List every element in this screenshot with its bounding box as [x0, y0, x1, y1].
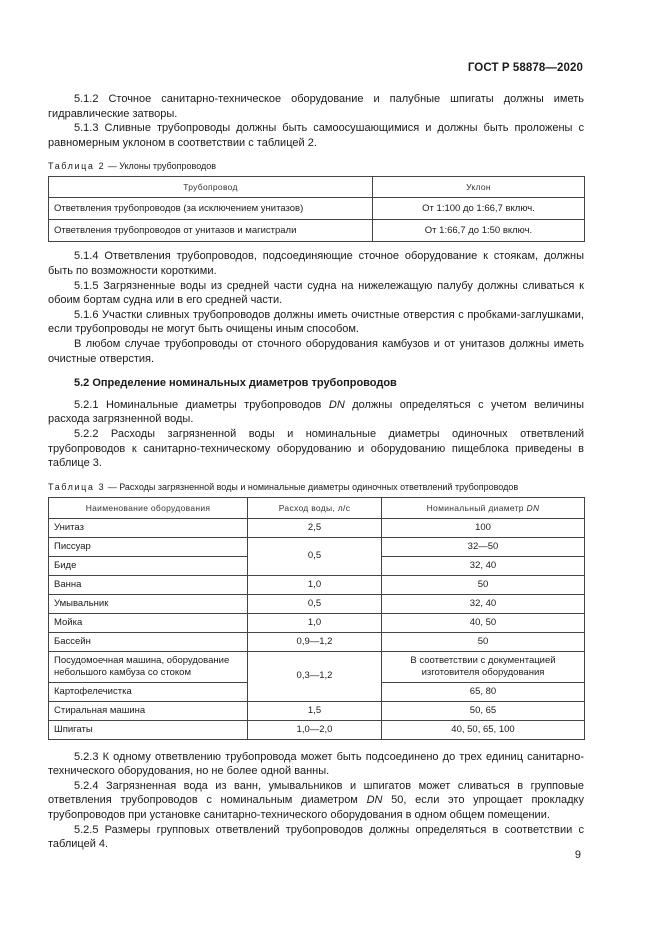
table-cell: Ванна	[49, 575, 248, 594]
table-row	[49, 594, 585, 613]
table-cell: От 1:66,7 до 1:50 включ.	[373, 220, 585, 242]
table-cell: Стиральная машина	[49, 701, 248, 720]
table-row	[49, 701, 585, 720]
table-row	[49, 220, 585, 242]
table-cell: 40, 50	[382, 613, 585, 632]
paragraph-cleanout: В любом случае трубопроводы от сточного оборудования камбузов и от унитазов должны иметь очистные отверстия.	[48, 337, 584, 365]
table-header-row	[49, 497, 585, 518]
page-content	[48, 92, 584, 852]
table-cell: В соответствии с документацией изготовителя оборудования	[382, 651, 585, 682]
paragraph-5-2-2: 5.2.2 Расходы загрязненной воды и номинальные диаметры одиночных ответвлений трубопроводов к санитарно-техническому оборудованию и оборудованию пищеблока приведены в таблице 3.	[48, 427, 584, 470]
column-header: Трубопровод	[49, 177, 373, 198]
table-cell: 1,0	[248, 613, 382, 632]
paragraph-5-2-5: 5.2.5 Размеры групповых ответвлений трубопроводов должны определяться в соответствии с таблицей 4.	[48, 823, 584, 851]
column-header: Расход воды, л/с	[248, 497, 382, 518]
table-cell: Умывальник	[49, 594, 248, 613]
paragraph-5-1-3: 5.1.3 Сливные трубопроводы должны быть самоосушающимися и должны быть проложены с равномерным уклоном в соответствии с таблицей 2.	[48, 122, 584, 149]
column-header: Номинальный диаметр DN	[382, 497, 585, 518]
table-3	[48, 497, 585, 740]
table-cell: 1,0	[248, 575, 382, 594]
table-cell: 0,5	[248, 537, 382, 575]
table-cell: 0,5	[248, 594, 382, 613]
paragraph-5-1-2: 5.1.2 Сточное санитарно-техническое оборудование и палубные шпигаты должны иметь гидравлические затворы.	[48, 93, 584, 120]
table-3-caption: Таблица 3 — Расходы загрязненной воды и номинальные диаметры одиночных ответвлений трубопроводов	[48, 481, 519, 492]
table-cell: 40, 50, 65, 100	[382, 720, 585, 739]
table-cell: 0,3—1,2	[248, 651, 382, 701]
table-cell: 1,0—2,0	[248, 720, 382, 739]
table-cell: Картофелечистка	[49, 682, 248, 701]
table-cell: 1,5	[248, 701, 382, 720]
table-row	[49, 537, 585, 556]
paragraph-5-2-1: 5.2.1 Номинальные диаметры трубопроводов DN должны определяться с учетом величины расхода загрязненной воды.	[48, 398, 584, 426]
table-cell: Биде	[49, 556, 248, 575]
table-cell: Ответвления трубопроводов от унитазов и магистрали	[49, 220, 373, 242]
paragraph-5-1-4: 5.1.4 Ответвления трубопроводов, подсоединяющие сточное оборудование к стоякам, должны быть по возможности короткими.	[48, 250, 584, 277]
table-row	[49, 651, 585, 682]
table-2	[48, 176, 585, 242]
table-cell: Бассейн	[49, 632, 248, 651]
table-cell: 32, 40	[382, 556, 585, 575]
table-row	[49, 518, 585, 537]
column-header: Уклон	[373, 177, 585, 198]
table-cell: 32—50	[382, 537, 585, 556]
column-header: Наименование оборудования	[49, 497, 248, 518]
section-heading-5-2: 5.2 Определение номинальных диаметров трубопроводов	[74, 377, 397, 390]
table-cell: Посудомоечная машина, оборудование небольшого камбуза со стоком	[49, 651, 248, 682]
table-2-caption: Таблица 2 — Уклоны трубопроводов	[48, 161, 217, 172]
table-row	[49, 198, 585, 220]
table-row	[49, 632, 585, 651]
table-row	[49, 575, 585, 594]
page-number: 9	[574, 849, 581, 861]
table-cell: Писсуар	[49, 537, 248, 556]
table-cell: 2,5	[248, 518, 382, 537]
table-cell: 50, 65	[382, 701, 585, 720]
table-cell: Унитаз	[49, 518, 248, 537]
table-cell: 65, 80	[382, 682, 585, 701]
table-cell: 50	[382, 632, 585, 651]
table-row	[49, 720, 585, 739]
table-header-row	[49, 177, 585, 198]
paragraph-5-2-3: 5.2.3 К одному ответвлению трубопровода может быть подсоединено до трех единиц санитарно-технического оборудования, но не более одной ванны.	[48, 750, 584, 778]
table-cell: 32, 40	[382, 594, 585, 613]
table-cell: 0,9—1,2	[248, 632, 382, 651]
table-cell: Шпигаты	[49, 720, 248, 739]
table-cell: 100	[382, 518, 585, 537]
paragraph-5-1-6: 5.1.6 Участки сливных трубопроводов должны иметь очистные отверстия с пробками-заглушками, если трубопроводы не могут быть очищены иным способом.	[48, 308, 584, 336]
document-id: ГОСТ Р 58878—2020	[467, 62, 583, 74]
table-row	[49, 613, 585, 632]
table-cell: Мойка	[49, 613, 248, 632]
table-cell: Ответвления трубопроводов (за исключением унитазов)	[49, 198, 373, 220]
table-cell: 50	[382, 575, 585, 594]
table-cell: От 1:100 до 1:66,7 включ.	[373, 198, 585, 220]
paragraph-5-2-4: 5.2.4 Загрязненная вода из ванн, умывальников и шпигатов может сливаться в групповые ответвления трубопроводов с номинальным диаметром DN 50, если это упрощает прокладку трубопроводов при установке санитарно-технического оборудования в одном общем помещении.	[48, 779, 584, 822]
paragraph-5-1-5: 5.1.5 Загрязненные воды из средней части судна на нижележащую палубу должны сливаться к обоим бортам судна или в его средней части.	[48, 279, 584, 307]
